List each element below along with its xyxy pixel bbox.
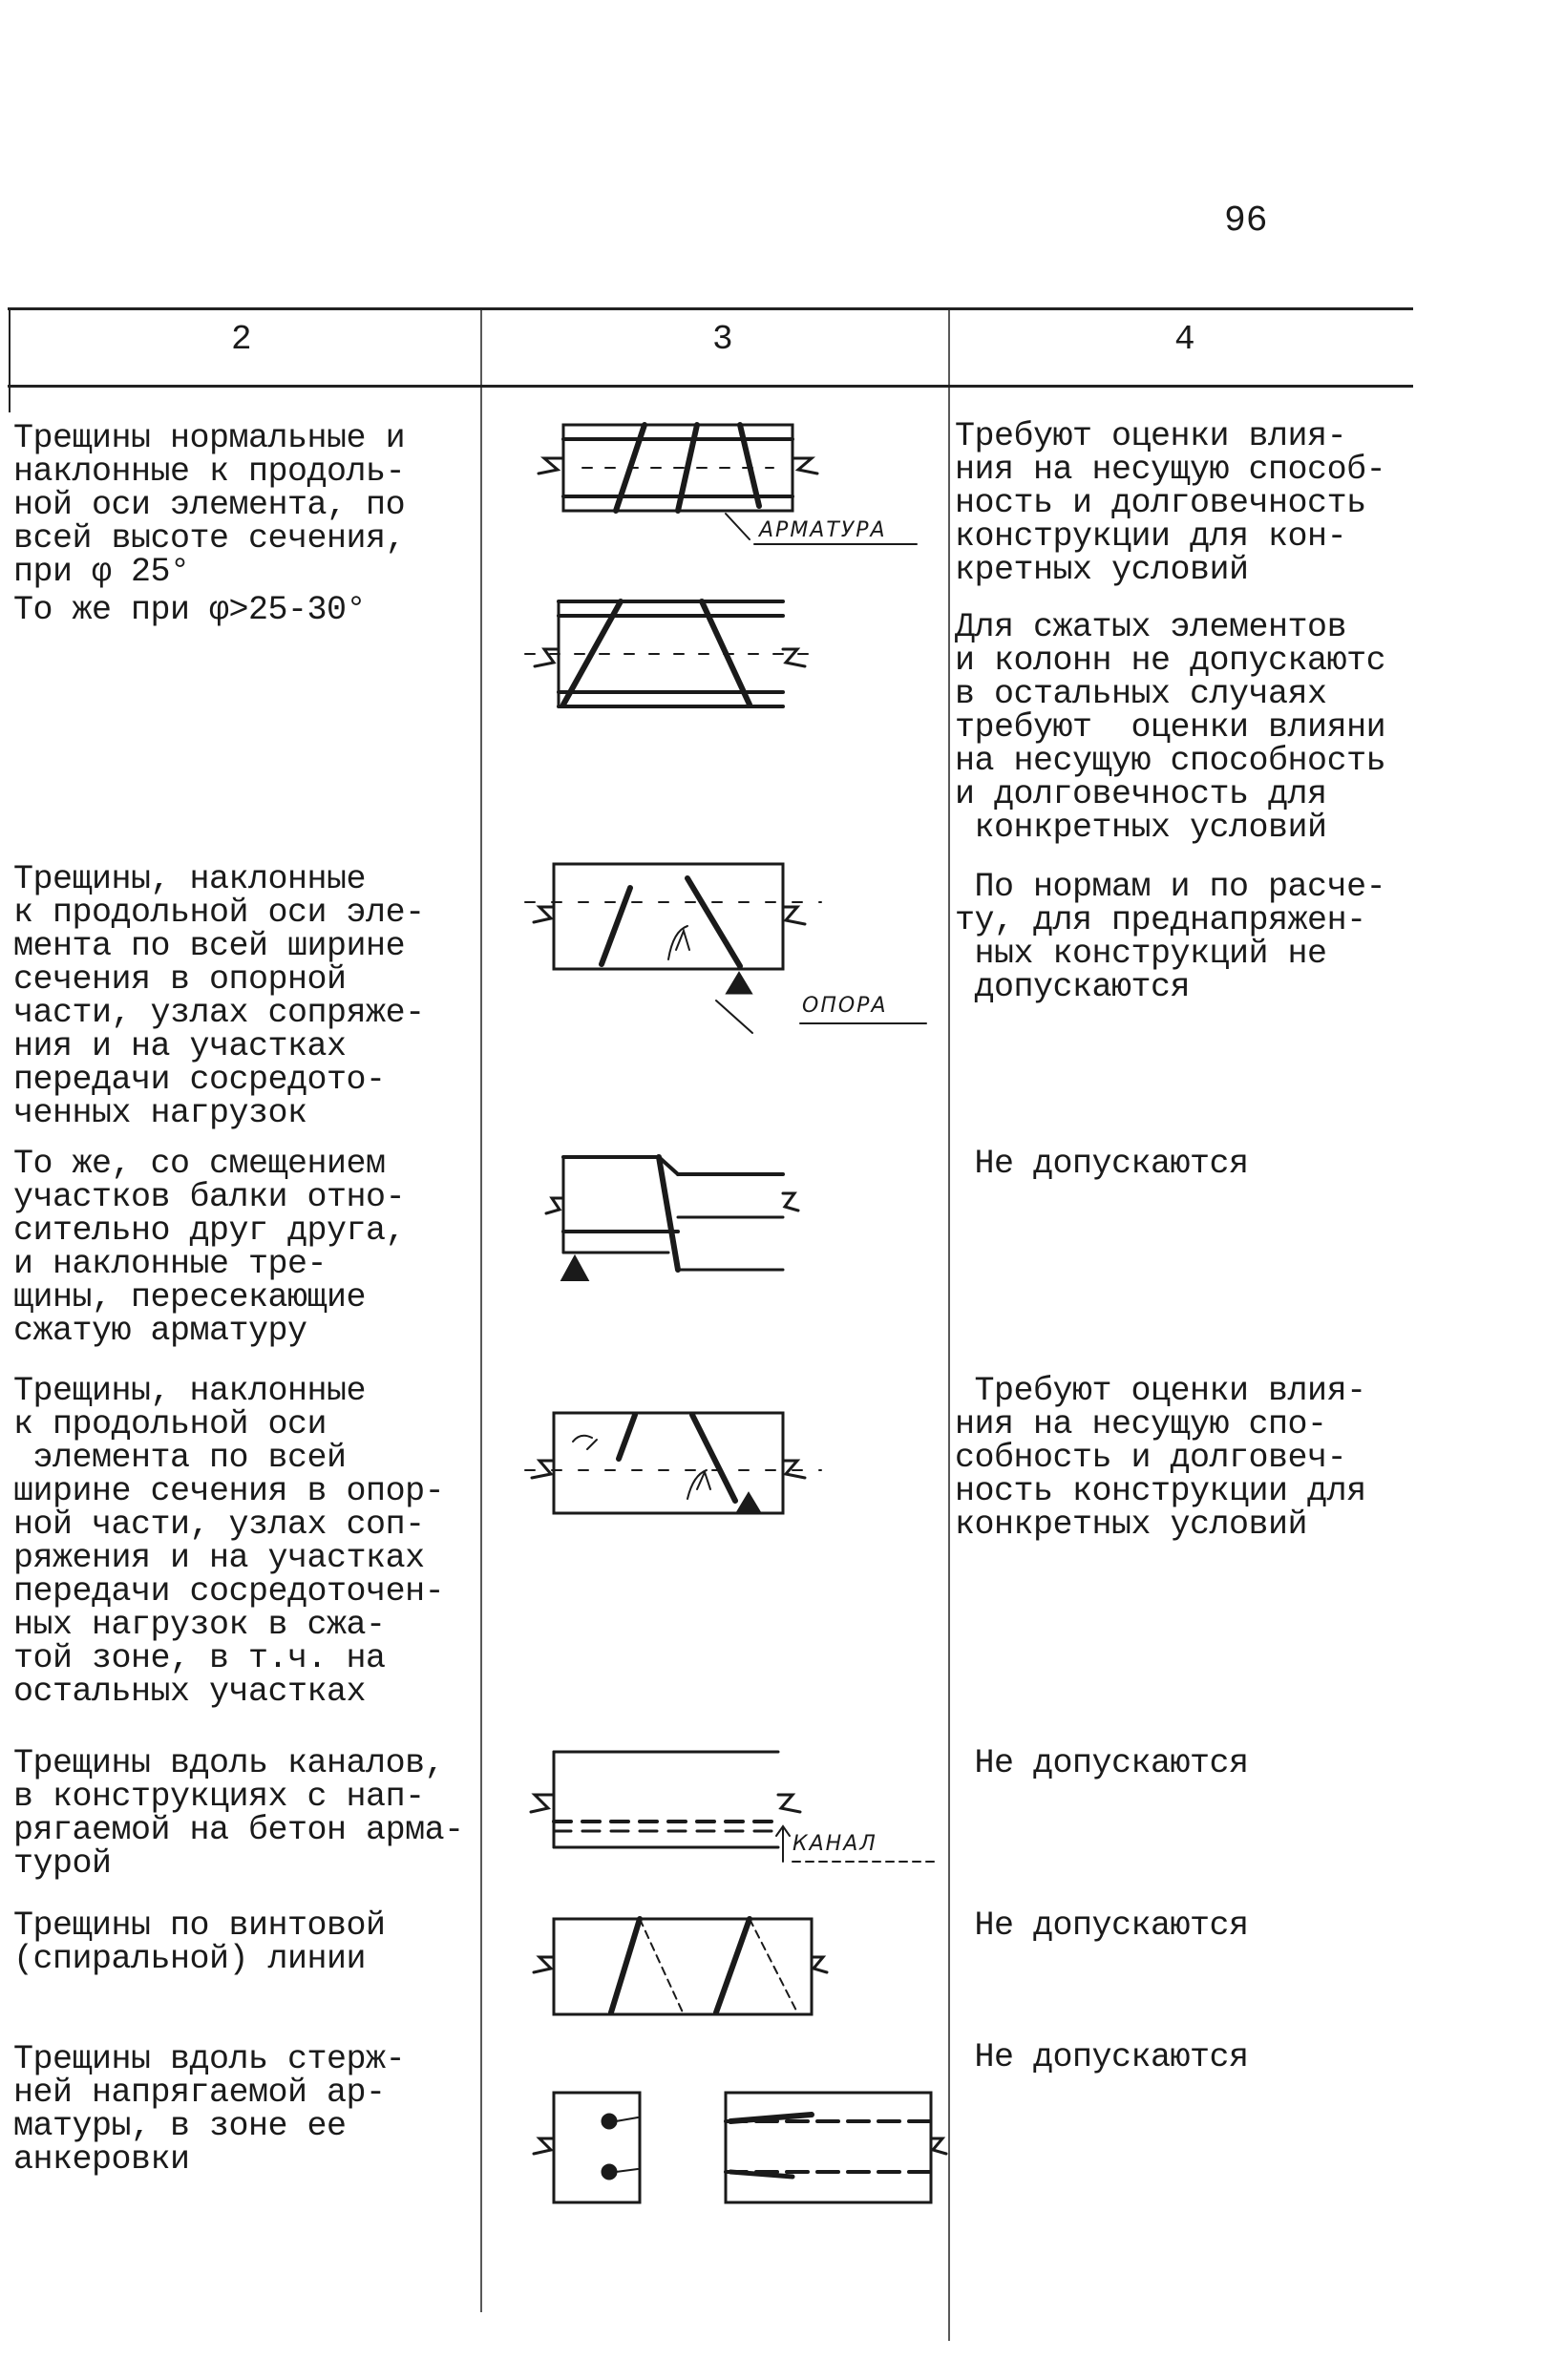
row-5-description: Трещины, наклонные к продольной оси элемента по всей ширине сечения в опор- ной части, узлах соп- ряжения и на участках передачи сосредоточен- ных нагрузок в сжа- той зоне, в т.ч. на остальных участках — [13, 1372, 445, 1711]
row-2-description: То же при φ>25-30° — [13, 591, 367, 629]
row-5-requirement: Требуют оценки влия- ния на несущую спо- собность и долговеч- ность конструкции для конкретных условий — [955, 1372, 1366, 1544]
figure-normal-inclined-cracks — [525, 420, 926, 568]
figure-spiral-cracks — [525, 1909, 850, 2038]
figure-compressed-zone-cracks — [516, 1403, 840, 1532]
figure-label-kanal: КАНАЛ — [793, 1832, 877, 1856]
figure-anchorage-cracks — [525, 2081, 964, 2229]
row-4-description: То же, со смещением участков балки отно- сительно друг друга, и наклонные тре- щины, пересекающие сжатую арматуру — [13, 1145, 406, 1350]
row-8-requirement: Не допускаются — [955, 2038, 1249, 2076]
row-1-description: Трещины нормальные и наклонные к продоль- ной оси элемента, по всей высоте сечения, при φ 25° — [13, 419, 406, 591]
column-divider-3-4 — [948, 307, 950, 2341]
column-divider-2-3 — [480, 307, 482, 2312]
row-3-requirement: По нормам и по расче- ту, для преднапряжен- ных конструкций не допускаются — [955, 868, 1386, 1006]
figure-displacement-cracks — [535, 1146, 840, 1303]
figure-channel-cracks — [525, 1738, 945, 1876]
column-header-2: 2 — [231, 320, 252, 359]
header-bottom-rule — [8, 385, 1413, 388]
figure-inclined-cracks-large-angle — [506, 592, 831, 721]
row-6-description: Трещины вдоль каналов, в конструкциях с нап- рягаемой на бетон арма- турой — [13, 1744, 464, 1883]
column-divider-left — [9, 307, 11, 412]
row-7-requirement: Не допускаются — [955, 1906, 1249, 1945]
row-4-requirement: Не допускаются — [955, 1145, 1249, 1183]
figure-label-opora: ОПОРА — [802, 994, 888, 1018]
page-number: 96 — [1224, 200, 1268, 242]
row-7-description: Трещины по винтовой (спиральной) линии — [13, 1906, 386, 1978]
column-header-3: 3 — [712, 320, 733, 359]
row-3-description: Трещины, наклонные к продольной оси эле- мента по всей ширине сечения в опорной части, узлах сопряже- ния и на участках передачи сосредото- ченных нагрузок — [13, 860, 425, 1132]
row-8-description: Трещины вдоль стерж- ней напрягаемой ар- матуры, в зоне ее анкеровки — [13, 2040, 406, 2179]
row-2-requirement: Для сжатых элементов и колонн не допускаютс в остальных случаях требуют оценки влияни на несущую способность и долговечность для конкретных условий — [955, 608, 1386, 847]
row-6-requirement: Не допускаются — [955, 1744, 1249, 1782]
figure-label-armatura: АРМАТУРА — [759, 518, 887, 542]
table-top-rule — [8, 307, 1413, 310]
row-1-requirement: Требуют оценки влия- ния на несущую способ- ность и долговечность конструкции для кон- кретных условий — [955, 417, 1386, 589]
figure-support-inclined-cracks — [516, 859, 936, 1045]
column-header-4: 4 — [1174, 320, 1195, 359]
